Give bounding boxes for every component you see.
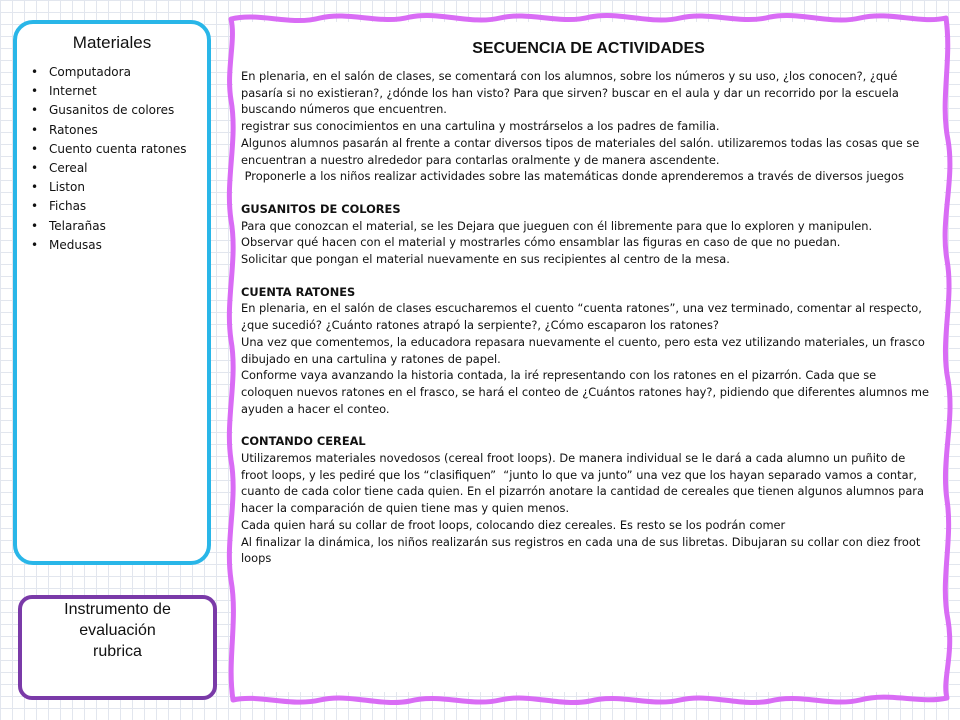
section-paragraph: Utilizaremos materiales novedosos (cereal froot loops). De manera individual se le dará a cada alumno un puñito de froot loops, y les pediré que los “clasifiquen” “junto lo que va junto” una vez que los hayan separado vamos a contar, cuanto de cada color tiene cada quien. En el pizarrón anotare la cantidad de cereales que tienen algunos alumnos para hacer la comparación de quien tiene mas y quien menos. (241, 451, 928, 516)
bullet-icon: • (31, 218, 39, 233)
evaluation-line-3: rubrica (93, 643, 142, 660)
bullet-icon: • (31, 237, 39, 252)
intro-paragraph: registrar sus conocimientos en una cartulina y mostrárselos a los padres de familia. (241, 119, 720, 134)
evaluation-line-2: evaluación (79, 622, 156, 639)
materials-list (17, 63, 207, 255)
list-item: • Liston (31, 178, 207, 197)
bullet-icon: • (31, 161, 39, 176)
intro-paragraph: Proponerle a los niños realizar actividades sobre las matemáticas donde aprenderemos a través de diversos juegos (241, 169, 904, 184)
list-item: • Fichas (31, 197, 207, 216)
bullet-icon: • (31, 103, 39, 118)
section-paragraph: En plenaria, en el salón de clases escucharemos el cuento “cuenta ratones”, una vez terminado, comentar al respecto, ¿que sucedió? ¿Cuánto ratones atrapó la serpiente?, ¿Cómo escaparon los ratones? (241, 301, 922, 333)
evaluation-line-1: Instrumento de (64, 601, 171, 618)
list-item: • Ratones (31, 121, 207, 140)
list-item: • Medusas (31, 236, 207, 255)
intro-paragraph: En plenaria, en el salón de clases, se comentará con los alumnos, sobre los números y su uso, ¿los conocen?, ¿qué pasaría si no existieran?, ¿dónde los han visto? Para que sirven? buscar en el aula y dar un recorrido por la escuela buscando números que encuentren. (241, 69, 899, 117)
section-heading-contando-cereal: CONTANDO CEREAL (241, 434, 366, 449)
section-heading-cuenta-ratones: CUENTA RATONES (241, 284, 356, 299)
section-paragraph: Para que conozcan el material, se les Dejara que jueguen con él libremente para que lo exploren y manipulen. (241, 218, 873, 233)
list-item: • Gusanitos de colores (31, 101, 207, 120)
bullet-icon: • (31, 141, 39, 156)
section-paragraph: Una vez que comentemos, la educadora repasara nuevamente el cuento, pero esta vez utilizando materiales, un frasco dibujado en una cartulina y ratones de papel. (241, 334, 925, 366)
bullet-icon: • (31, 84, 39, 99)
intro-paragraph: Algunos alumnos pasarán al frente a contar diversos tipos de materiales del salón. utilizaremos todas las cosas que se encuentran a nuestro alrededor para contarlas oralmente y de manera ascendente. (241, 135, 920, 167)
evaluation-panel (18, 595, 217, 700)
page-title: SECUENCIA DE ACTIVIDADES (472, 40, 705, 57)
section-paragraph: Solicitar que pongan el material nuevamente en sus recipientes al centro de la mesa. (241, 252, 730, 267)
list-item: • Computadora (31, 63, 207, 82)
list-item: • Internet (31, 82, 207, 101)
materials-panel (13, 20, 211, 565)
section-paragraph: Observar qué hacen con el material y mostrarles cómo ensamblar las figuras en caso de que no puedan. (241, 235, 841, 250)
materials-title: Materiales (72, 33, 152, 52)
section-paragraph: Cada quien hará su collar de froot loops, colocando diez cereales. Es resto se los podrán comer (241, 517, 786, 532)
bullet-icon: • (31, 122, 39, 137)
activity-sequence-panel (233, 22, 944, 692)
section-paragraph: Al finalizar la dinámica, los niños realizarán sus registros en cada una de sus libretas. Dibujaran su collar con diez froot loops (241, 534, 921, 566)
bullet-icon: • (31, 65, 39, 79)
list-item: • Telarañas (31, 217, 207, 236)
section-paragraph: Conforme vaya avanzando la historia contada, la iré representando con los ratones en el pizarrón. Cada que se coloquen nuevos ratones en el frasco, se hará el conteo de ¿Cuántos ratones hay?, pidiendo que diferentes alumnos me ayuden a hacer el conteo. (241, 368, 930, 416)
list-item: • Cuento cuenta ratones (31, 140, 207, 159)
list-item: • Cereal (31, 159, 207, 178)
document-body (241, 68, 931, 567)
bullet-icon: • (31, 180, 39, 195)
section-heading-gusanitos: GUSANITOS DE COLORES (241, 201, 401, 216)
bullet-icon: • (31, 199, 39, 214)
